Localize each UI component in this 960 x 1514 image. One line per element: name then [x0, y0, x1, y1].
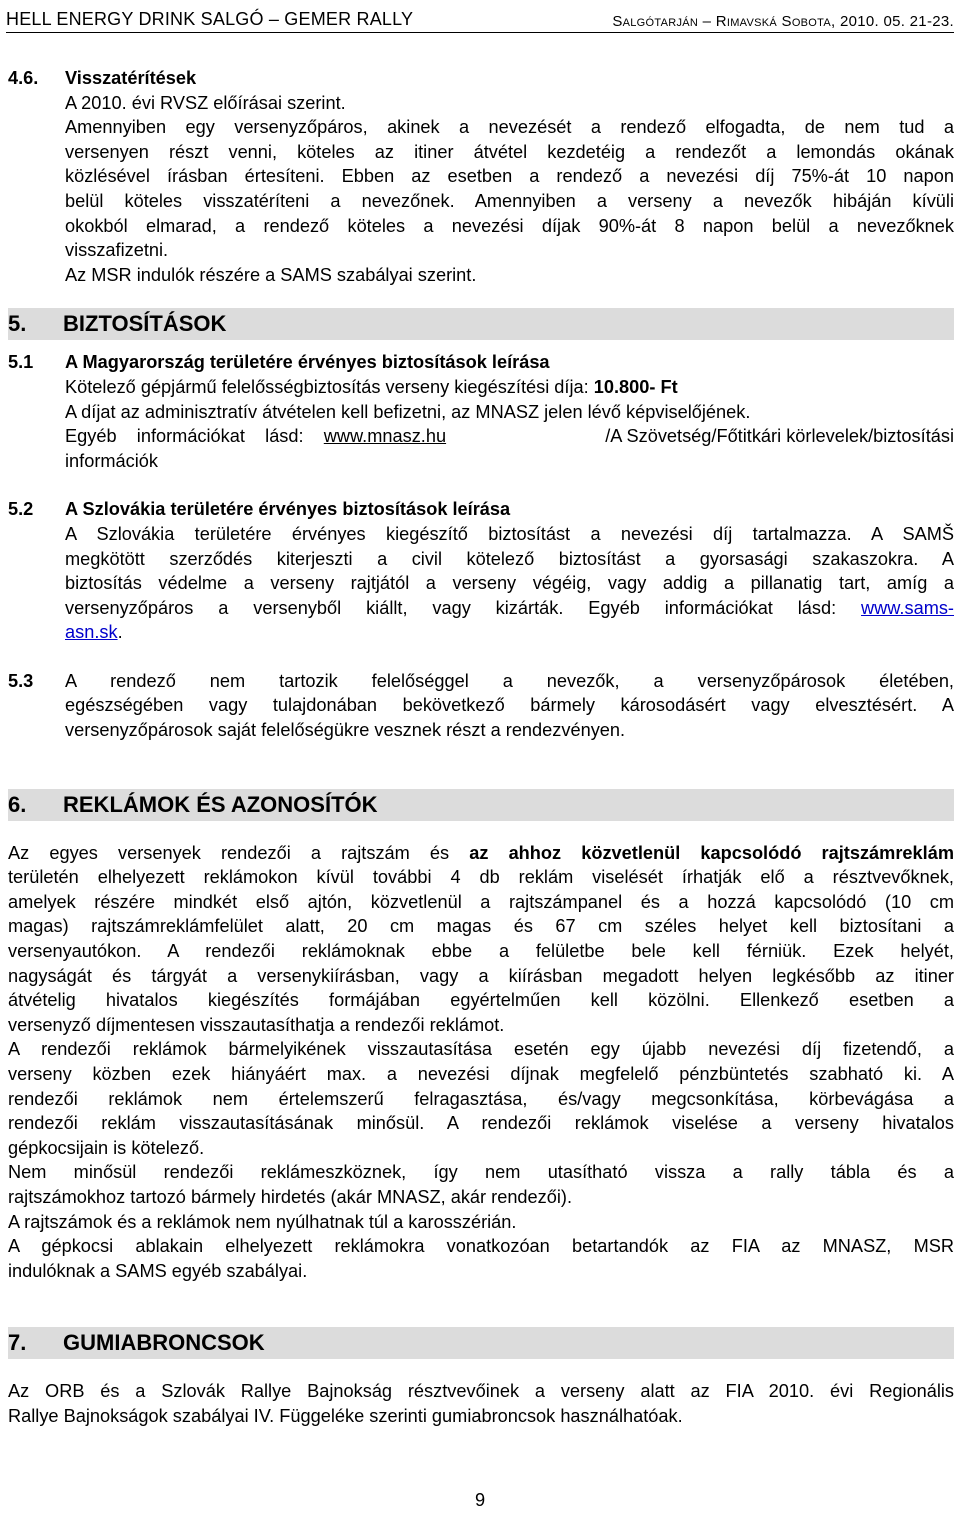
paragraph: A díjat az adminisztratív átvételen kell befizetni, az MNASZ jelen lévő képviselőjének. — [65, 401, 751, 422]
section-heading-5 — [8, 308, 954, 340]
header-location-date: Salgótarján – Rimavská Sobota, 2010. 05. 21-23. — [612, 13, 954, 30]
section-number: 5.1 — [8, 352, 34, 373]
paragraph: Amennyiben egy versenyzőpáros, akinek a nevezését a rendező elfogadta, de nem tud a versenyen részt venni, köteles az itiner átvétel kezdetéig a rendezőt a lemondás okának közlésével írásban értesíteni. Ebben az esetben a rendező a nevezési díj 75%-át 10 napon belül köteles visszatéríteni a nevezőnek. Amennyiben a verseny a nevezők hibáján kívüli okokból elmarad, a rendező köteles a nevezési díjak 90%-át 8 napon belül a nevezőknek visszafizetni. — [65, 117, 954, 261]
section-title: A Magyarország területére érvényes biztosítások leírása — [65, 352, 550, 373]
section-5-1 — [8, 350, 954, 473]
paragraph: Az egyes versenyek rendezői a rajtszám és az ahhoz közvetlenül kapcsolódó rajtszámreklám területén elhelyezett reklámokon kívül további 4 db reklám viselését írhatják elő a résztvevőknek, amelyek részére mindkét első ajtón, közvetlenül a rajtszámpanel és a hozzá kapcsolódó (10 cm magas) rajtszámreklámfelület alatt, 20 cm magas és 67 cm széles helyet kell biztosítani a versenyautókon. A rendezői reklámoknak ebbe a felületbe bele kell férniük. Ezek helyét, nagyságát és tárgyát a versenykiírásban, vagy a kiírásban megadott helyen legkésőbb az itiner átvételig hivatalos kiegészítés formájában egyértelműen kell közölni. Ellenkező esetben a versenyző díjmentesen visszautasíthatja a rendezői reklámot. — [8, 842, 954, 1035]
section-6-body — [8, 841, 954, 1284]
section-title: REKLÁMOK ÉS AZONOSÍTÓK — [63, 791, 378, 817]
section-4-6 — [8, 66, 954, 287]
section-title: GUMIABRONCSOK — [63, 1330, 265, 1356]
paragraph-line: A rendező nem tartozik felelőséggel a nevezők, a versenyzőpárosok életében, — [65, 670, 954, 691]
section-heading-7 — [8, 1327, 954, 1359]
paragraph: Egyéb információkat lásd: www.mnasz.hu /A Szövetség/Főtitkári körlevelek/biztosítási információk — [65, 426, 954, 471]
section-title: A Szlovákia területére érvényes biztosítások leírása — [65, 499, 511, 520]
section-title: BIZTOSÍTÁSOK — [63, 311, 227, 337]
section-number: 7. — [8, 1330, 27, 1356]
paragraph: A Szlovákia területére érvényes kiegészítő biztosítást a nevezési díj tartalmazza. A SAMŠ megkötött szerződés kiterjeszti a civil kötelező biztosítást a gyorsasági szakaszokra. A biztosítás védelme a verseny rajtjától a verseny végéig, vagy addig a pillanatig tart, amíg a versenyzőpáros a versenyből kiállt, vagy kizárták. Egyéb információkat lásd: www.sams- asn.sk. — [65, 523, 954, 643]
paragraph: Kötelező gépjármű felelősségbiztosítás verseny kiegészítési díja: 10.800- Ft — [65, 376, 678, 397]
paragraph: A rendezői reklámok bármelyikének visszautasítása esetén egy újabb nevezési díj fizetendő, a verseny közben ezek hiányáért max. a nevezési díjnak megfelelő pénzbüntetés szabható ki. A rendezői reklámok nem értelemszerű felragasztása, és/vagy megcsonkítása, körbevágása a rendezői reklám visszautasításának minősül. A rendezői reklámok viselése a verseny hivatalos gépkocsijain is kötelező. — [8, 1039, 954, 1158]
paragraph-line: versenyzőpárosok saját felelőségükre vesznek részt a rendezvényen. — [65, 720, 626, 741]
page-header — [6, 4, 954, 33]
header-event-title: HELL ENERGY DRINK SALGÓ – GEMER RALLY — [6, 9, 414, 29]
section-5-2 — [8, 497, 954, 645]
paragraph: Az MSR indulók részére a SAMS szabályai szerint. — [65, 264, 477, 285]
section-number: 5. — [8, 311, 27, 337]
paragraph-line: egészségében vagy tulajdonában bekövetkező bármely károsodásért vagy elvesztésért. A — [65, 695, 954, 716]
section-number: 4.6. — [8, 68, 39, 88]
sams-link[interactable]: www.sams- — [861, 597, 954, 618]
paragraph: A gépkocsi ablakain elhelyezett reklámokra vonatkozóan betartandók az FIA az MNASZ, MSR indulóknak a SAMS egyéb szabályai. — [8, 1236, 954, 1281]
section-title: Visszatérítések — [65, 68, 197, 88]
section-5-3 — [8, 669, 954, 743]
paragraph: A 2010. évi RVSZ előírásai szerint. — [65, 92, 346, 113]
section-number: 6. — [8, 791, 27, 817]
mnasz-link[interactable]: www.mnasz.hu — [323, 426, 447, 447]
paragraph: Nem minősül rendezői reklámeszköznek, így nem utasítható vissza a rally tábla és a rajtszámokhoz tartozó bármely hirdetés (akár MNASZ, akár rendezői). — [8, 1162, 954, 1207]
section-number: 5.2 — [8, 499, 34, 520]
section-7-body — [8, 1379, 954, 1428]
section-number: 5.3 — [8, 670, 34, 691]
paragraph: Az ORB és a Szlovák Rallye Bajnokság résztvevőinek a verseny alatt az FIA 2010. évi Regionális Rallye Bajnokságok szabályai IV. Függeléke szerinti gumiabroncsok használhatóak. — [8, 1381, 954, 1426]
paragraph: A rajtszámok és a reklámok nem nyúlhatnak túl a karosszérián. — [8, 1211, 517, 1232]
section-heading-6 — [8, 789, 954, 821]
document-body — [8, 60, 954, 1429]
page-number: 9 — [474, 1490, 486, 1510]
sams-link-cont[interactable]: asn.sk — [65, 622, 118, 643]
